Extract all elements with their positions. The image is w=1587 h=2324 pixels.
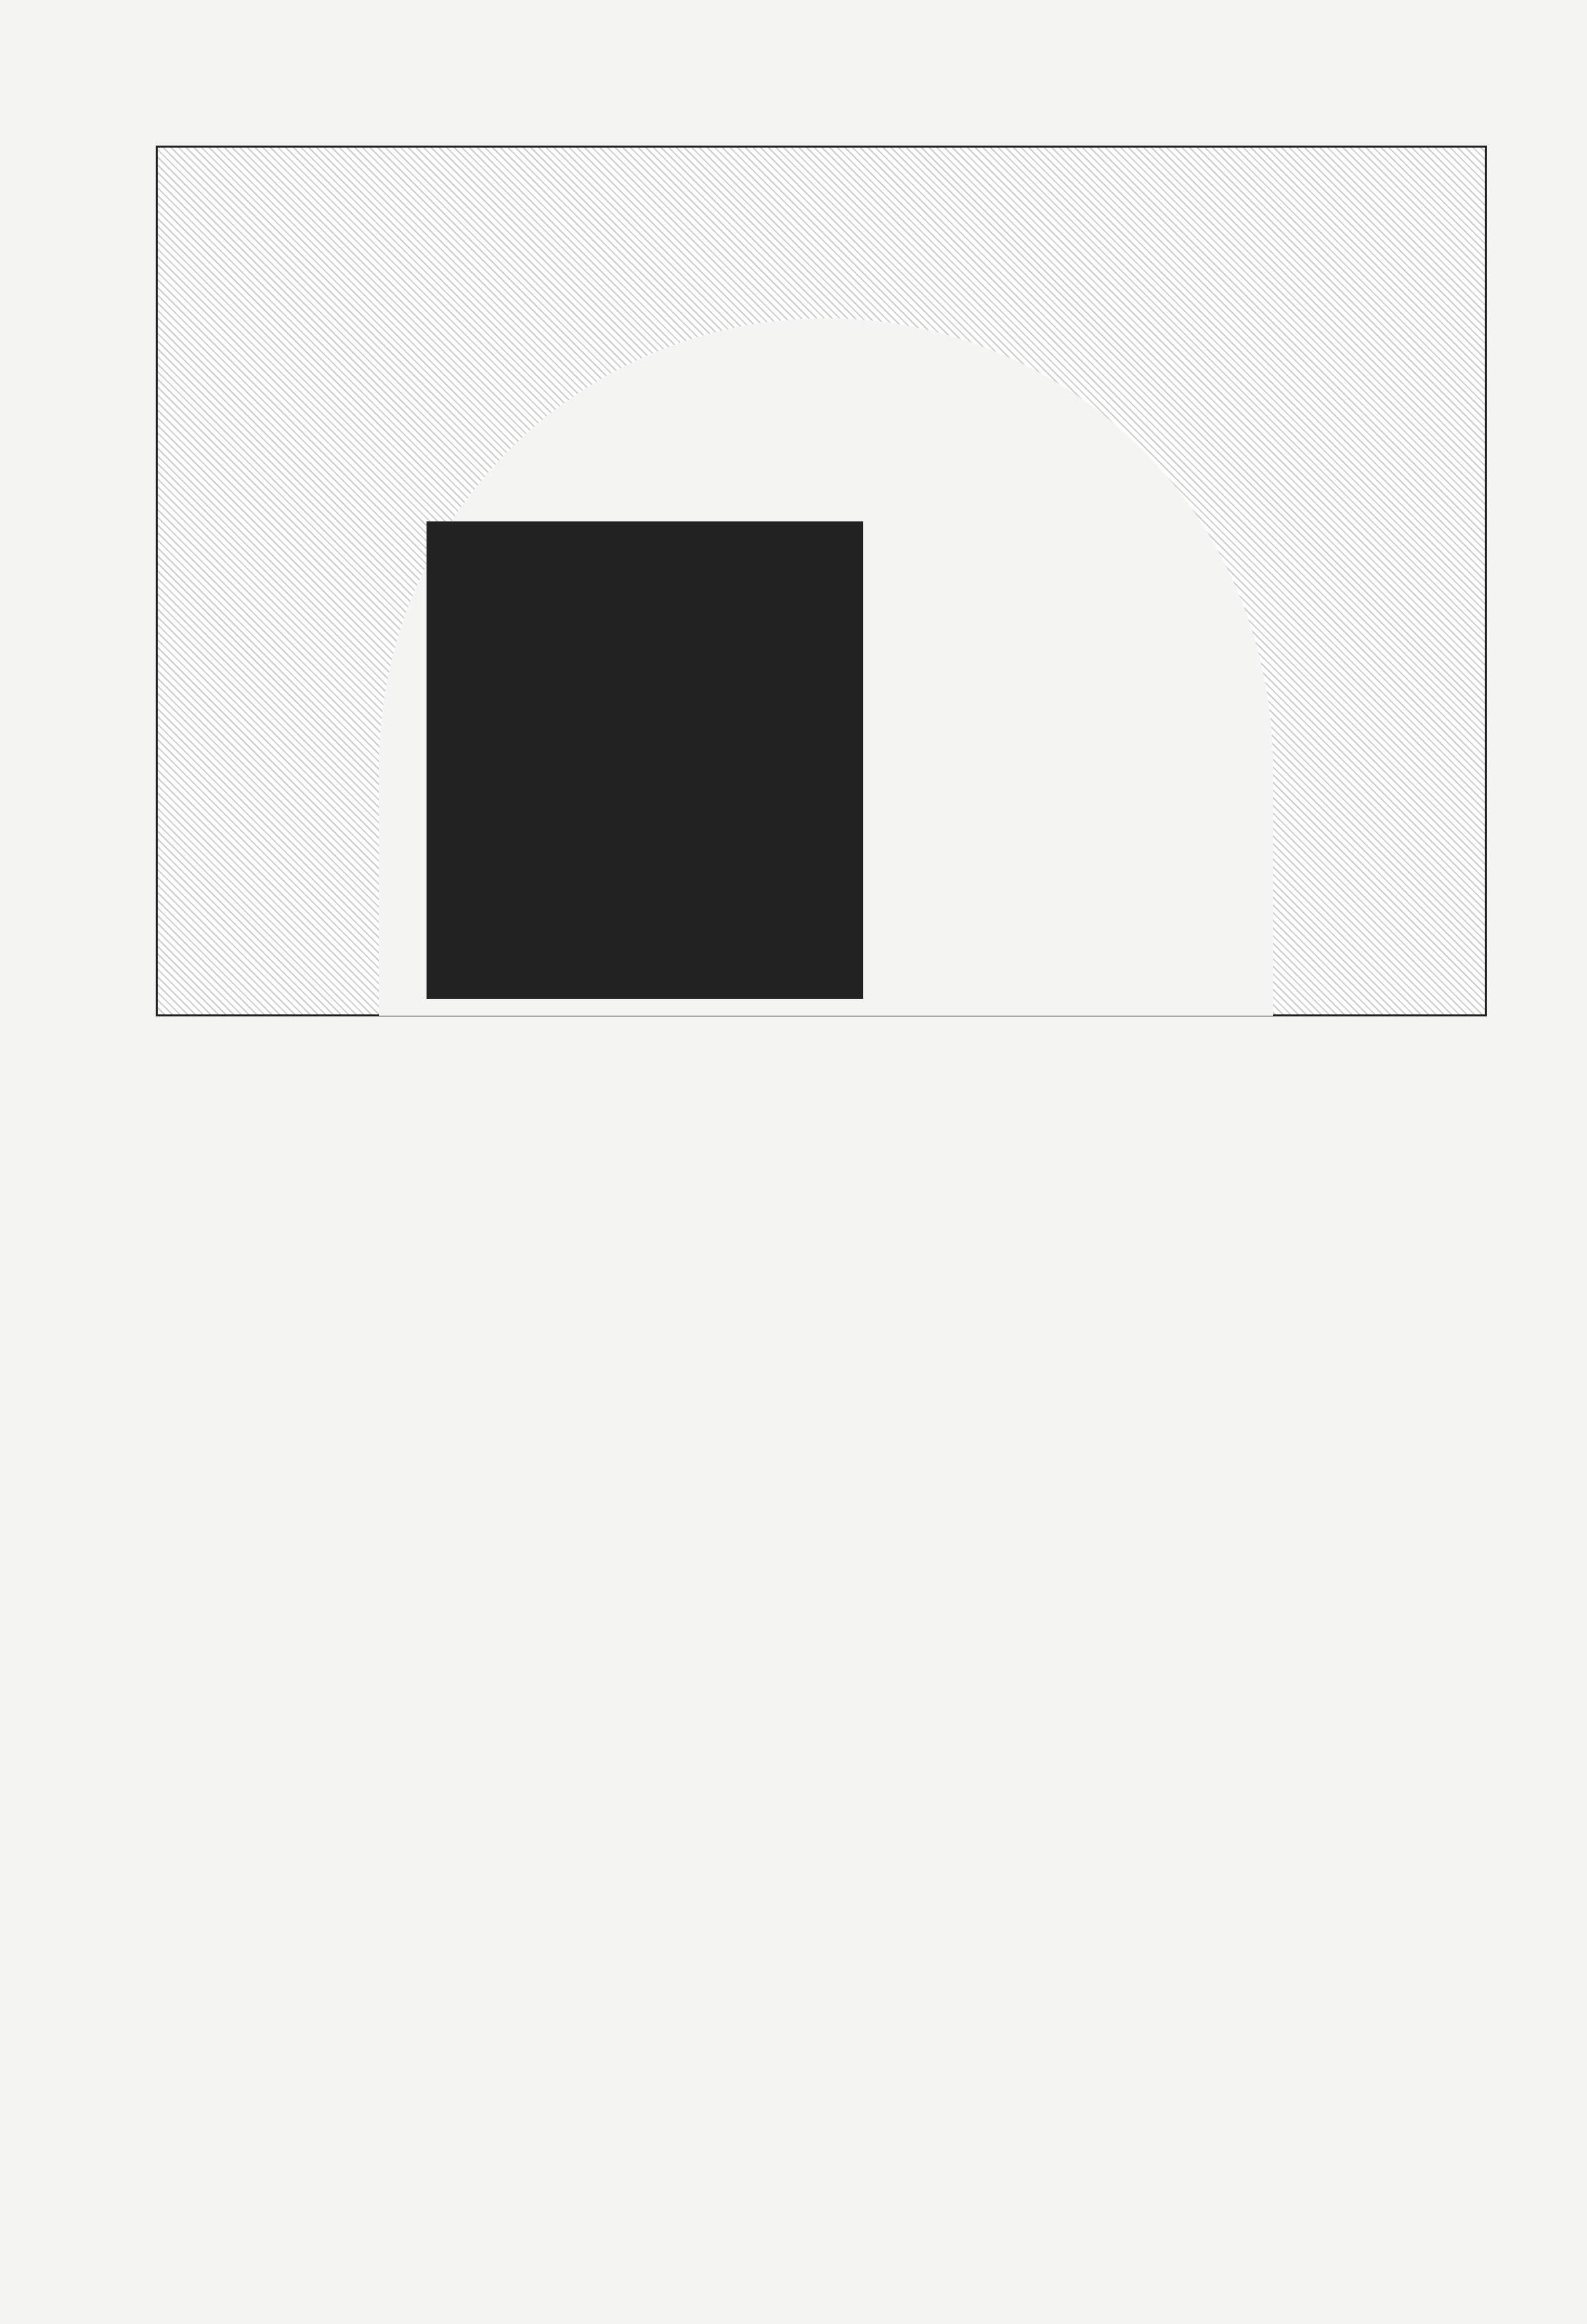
portrait-photo xyxy=(427,521,863,999)
